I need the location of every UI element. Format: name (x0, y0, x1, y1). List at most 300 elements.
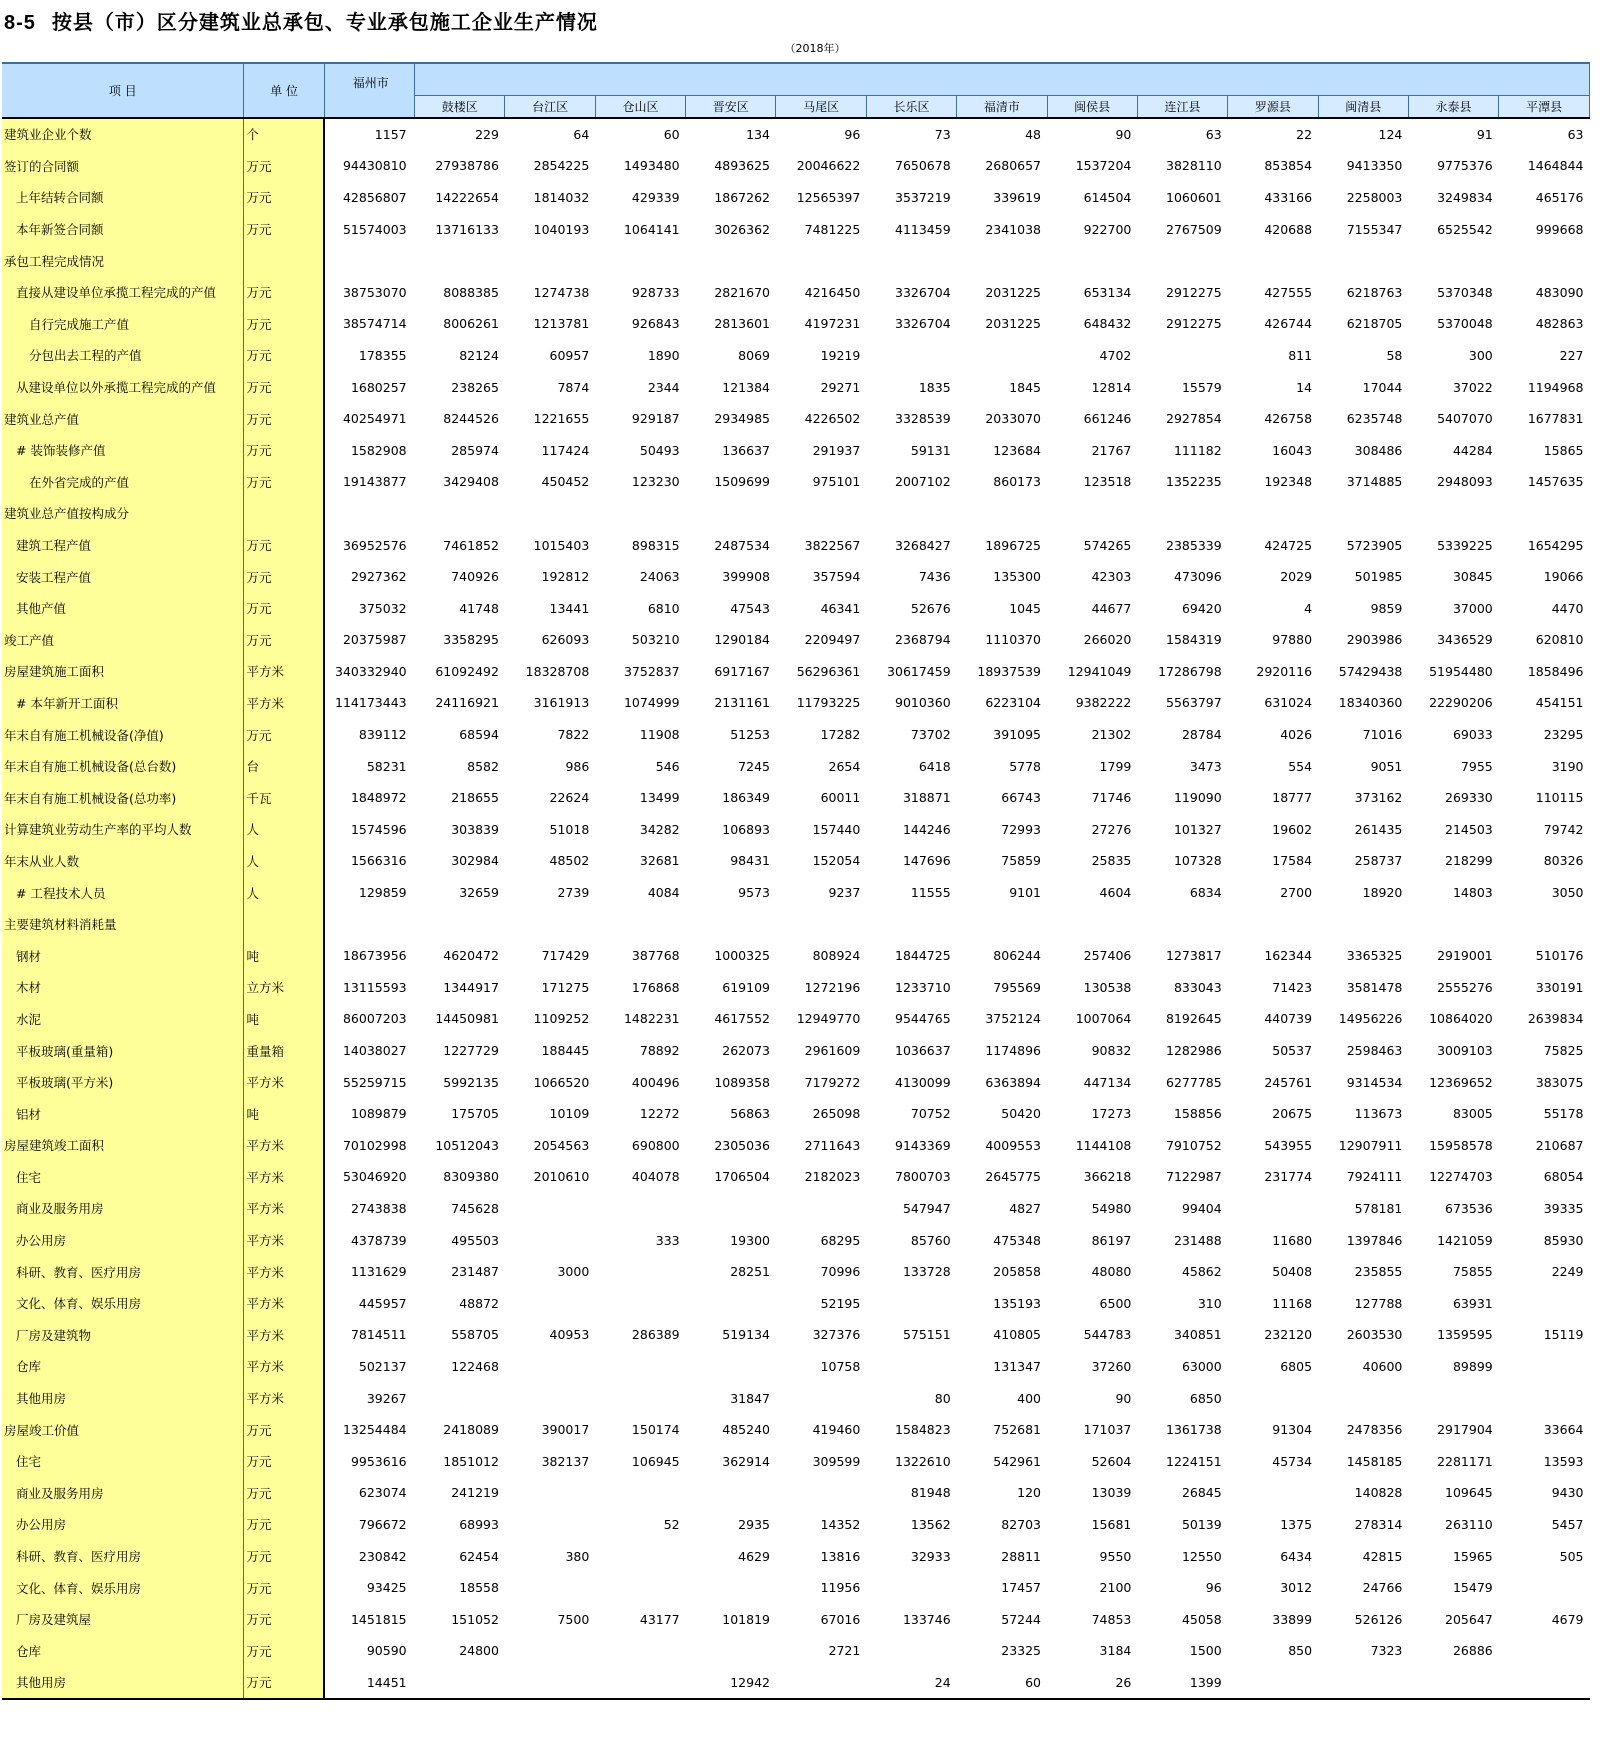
cell-value: 14956226 (1338, 1011, 1403, 1027)
cell-value: 387768 (631, 948, 680, 964)
cell-value: 27938786 (435, 158, 499, 174)
cell-value: 9143369 (895, 1137, 951, 1153)
row-unit: 万元 (244, 182, 324, 214)
cell-value: 231487 (451, 1264, 499, 1280)
cell-value: 73 (934, 126, 951, 142)
row-label: 文化、体育、娱乐用房 (2, 1287, 244, 1319)
cell-value: 375032 (358, 600, 407, 616)
cell-value (595, 1351, 685, 1383)
cell-value: 1359595 (1437, 1327, 1493, 1343)
cell-value: 53046920 (342, 1169, 407, 1185)
cell-value (1499, 1572, 1590, 1604)
cell-value (957, 498, 1047, 530)
cell-value: 4893625 (714, 158, 770, 174)
cell-value: 2743838 (350, 1200, 407, 1216)
cell-value: 4679 (1551, 1611, 1584, 1627)
cell-value: 3190 (1551, 758, 1584, 774)
cell-value: 2131161 (714, 695, 770, 711)
cell-value: 232120 (1264, 1327, 1313, 1343)
table-row (2, 118, 1590, 151)
table-row (2, 1256, 1590, 1288)
cell-value: 574265 (1083, 537, 1132, 553)
cell-value: 1194968 (1527, 379, 1584, 395)
header-region: 福清市 (957, 95, 1047, 118)
cell-value (686, 245, 776, 277)
cell-value (595, 1287, 685, 1319)
cell-value: 50139 (1181, 1516, 1222, 1532)
cell-value: 811 (1288, 347, 1313, 363)
cell-value: 136637 (722, 442, 770, 458)
cell-value: 130538 (1083, 979, 1132, 995)
cell-value: 3326704 (895, 284, 951, 300)
row-label: 科研、教育、医疗用房 (2, 1540, 244, 1572)
cell-value: 2639834 (1527, 1011, 1584, 1027)
cell-value: 6223104 (985, 695, 1042, 711)
row-label: 仓库 (2, 1635, 244, 1667)
cell-value: 3828110 (1166, 158, 1222, 174)
row-unit: 人 (244, 814, 324, 846)
cell-value: 3714885 (1346, 474, 1403, 490)
cell-value: 52676 (910, 600, 951, 616)
cell-value: 69420 (1181, 600, 1222, 616)
row-unit: 万元 (244, 1635, 324, 1667)
cell-value (505, 245, 595, 277)
table-row (2, 1224, 1590, 1256)
cell-value: 48 (1025, 126, 1042, 142)
cell-value: 60957 (549, 347, 590, 363)
cell-value (505, 1287, 595, 1319)
cell-value: 7436 (918, 569, 951, 585)
cell-value: 17273 (1091, 1106, 1132, 1122)
cell-value: 2654 (828, 758, 861, 774)
cell-value: 543955 (1264, 1137, 1313, 1153)
row-label: 其他产值 (2, 592, 244, 624)
row-label: 住宅 (2, 1445, 244, 1477)
cell-value: 263110 (1445, 1516, 1493, 1532)
cell-value: 45862 (1181, 1264, 1222, 1280)
cell-value: 15865 (1543, 442, 1584, 458)
cell-value: 4702 (1099, 347, 1132, 363)
cell-value: 558705 (451, 1327, 499, 1343)
cell-value: 1421059 (1437, 1232, 1493, 1248)
year-label: （2018年） (784, 42, 846, 55)
cell-value: 14450981 (435, 1011, 499, 1027)
cell-value (324, 498, 414, 530)
cell-value: 1814032 (533, 189, 590, 205)
cell-value: 4827 (1009, 1200, 1042, 1216)
cell-value: 12272 (639, 1106, 680, 1122)
cell-value: 19066 (1543, 569, 1584, 585)
cell-value (1228, 908, 1318, 940)
cell-value: 330191 (1535, 979, 1584, 995)
cell-value: 50537 (1272, 1043, 1313, 1059)
cell-value: 7461852 (443, 537, 499, 553)
cell-value: 2917904 (1437, 1422, 1493, 1438)
cell-value: 41748 (459, 600, 499, 616)
cell-value: 752681 (993, 1422, 1042, 1438)
row-label: 办公用房 (2, 1509, 244, 1541)
cell-value: 12550 (1181, 1548, 1222, 1564)
cell-value: 8069 (738, 347, 770, 363)
row-label: 安装工程产值 (2, 561, 244, 593)
cell-value: 32933 (910, 1548, 951, 1564)
cell-value: 2385339 (1166, 537, 1222, 553)
cell-value: 286389 (631, 1327, 680, 1343)
cell-value: 218299 (1445, 853, 1493, 869)
cell-value: 11680 (1272, 1232, 1313, 1248)
cell-value: 50420 (1001, 1106, 1042, 1122)
statistics-table (2, 62, 1590, 1700)
cell-value: 151052 (451, 1611, 499, 1627)
cell-value: 796672 (358, 1516, 407, 1532)
row-unit: 万元 (244, 1477, 324, 1509)
row-label: 住宅 (2, 1161, 244, 1193)
cell-value: 110115 (1535, 790, 1584, 806)
cell-value: 7245 (738, 758, 770, 774)
cell-value: 4604 (1099, 885, 1132, 901)
cell-value: 400 (1017, 1390, 1042, 1406)
cell-value: 1227729 (443, 1043, 499, 1059)
table-row (2, 561, 1590, 593)
cell-value: 333 (655, 1232, 680, 1248)
cell-value: 2854225 (533, 158, 590, 174)
cell-value: 1221655 (533, 411, 590, 427)
cell-value: 11168 (1272, 1295, 1313, 1311)
cell-value: 2912275 (1166, 316, 1222, 332)
cell-value: 544783 (1083, 1327, 1132, 1343)
cell-value: 13816 (820, 1548, 861, 1564)
cell-value: 483090 (1535, 284, 1584, 300)
cell-value: 9237 (828, 885, 861, 901)
row-unit: 万元 (244, 371, 324, 403)
cell-value (866, 1635, 956, 1667)
row-label: # 本年新开工面积 (2, 687, 244, 719)
row-label: 直接从建设单位承揽工程完成的产值 (2, 276, 244, 308)
table-number: 8-5 (4, 12, 36, 34)
cell-value: 131347 (993, 1358, 1042, 1374)
cell-value: 135300 (993, 569, 1042, 585)
cell-value: 40600 (1362, 1358, 1403, 1374)
row-unit: 万元 (244, 403, 324, 435)
cell-value: 175705 (451, 1106, 499, 1122)
cell-value: 29271 (820, 379, 861, 395)
cell-value: 390017 (541, 1422, 590, 1438)
cell-value: 73702 (910, 727, 951, 743)
cell-value: 3752837 (623, 663, 680, 679)
cell-value (415, 1667, 505, 1700)
cell-value: 218655 (451, 790, 499, 806)
cell-value: 2927854 (1166, 411, 1222, 427)
cell-value: 1375 (1280, 1516, 1313, 1532)
cell-value (1408, 498, 1498, 530)
cell-value: 11793225 (796, 695, 861, 711)
cell-value: 1040193 (533, 221, 590, 237)
cell-value: 3326704 (895, 316, 951, 332)
cell-value: 122468 (451, 1358, 499, 1374)
cell-value: 2603530 (1346, 1327, 1403, 1343)
cell-value: 4226502 (804, 411, 861, 427)
cell-value: 24800 (459, 1643, 499, 1659)
cell-value: 1131629 (350, 1264, 407, 1280)
cell-value: 2680657 (985, 158, 1042, 174)
cell-value (776, 498, 866, 530)
cell-value: 410805 (993, 1327, 1042, 1343)
cell-value: 546 (655, 758, 680, 774)
cell-value: 9573 (738, 885, 770, 901)
row-unit: 吨 (244, 1003, 324, 1035)
row-unit: 万元 (244, 624, 324, 656)
table-row (2, 1130, 1590, 1162)
cell-value: 7650678 (895, 158, 951, 174)
cell-value: 3012 (1280, 1580, 1313, 1596)
cell-value: 257406 (1083, 948, 1132, 964)
row-label: 科研、教育、医疗用房 (2, 1256, 244, 1288)
cell-value: 3822567 (804, 537, 861, 553)
row-unit: 万元 (244, 308, 324, 340)
row-unit: 立方米 (244, 972, 324, 1004)
cell-value: 63 (1205, 126, 1222, 142)
table-row (2, 150, 1590, 182)
cell-value: 1835 (918, 379, 951, 395)
cell-value: 3268427 (895, 537, 951, 553)
cell-value: 18673956 (342, 948, 407, 964)
row-label: 承包工程完成情况 (2, 245, 244, 277)
cell-value: 554 (1288, 758, 1313, 774)
cell-value: 3581478 (1346, 979, 1403, 995)
cell-value: 501985 (1354, 569, 1403, 585)
cell-value: 1089358 (714, 1074, 770, 1090)
cell-value: 2344 (647, 379, 680, 395)
row-unit (244, 498, 324, 530)
cell-value: 17584 (1272, 853, 1313, 869)
cell-value: 241219 (451, 1485, 499, 1501)
cell-value: 399908 (722, 569, 770, 585)
cell-value: 18937539 (977, 663, 1042, 679)
cell-value: 578181 (1354, 1200, 1403, 1216)
cell-value: 1584823 (895, 1422, 951, 1438)
cell-value: 427555 (1264, 284, 1313, 300)
cell-value: 94430810 (342, 158, 407, 174)
cell-value: 90 (1115, 126, 1132, 142)
cell-value: 1110370 (985, 632, 1042, 648)
cell-value: 2934985 (714, 411, 770, 427)
header-region: 鼓楼区 (415, 95, 505, 118)
row-label: 年末自有施工机械设备(总台数) (2, 750, 244, 782)
row-label: 上年结转合同额 (2, 182, 244, 214)
cell-value: 12907911 (1338, 1137, 1403, 1153)
header-region: 罗源县 (1228, 95, 1318, 118)
cell-value: 46341 (820, 600, 861, 616)
cell-value: 1566316 (350, 853, 407, 869)
row-label: 厂房及建筑屋 (2, 1603, 244, 1635)
cell-value: 2767509 (1166, 221, 1222, 237)
cell-value: 80326 (1543, 853, 1584, 869)
row-label: 建筑业企业个数 (2, 118, 244, 151)
cell-value: 839112 (358, 727, 407, 743)
cell-value: 23295 (1543, 727, 1584, 743)
table-row (2, 466, 1590, 498)
cell-value: 3184 (1099, 1643, 1132, 1659)
cell-value: 56863 (730, 1106, 770, 1122)
cell-value: 214503 (1445, 821, 1493, 837)
cell-value: 1458185 (1346, 1453, 1403, 1469)
cell-value: 433166 (1264, 189, 1313, 205)
cell-value: 7910752 (1166, 1137, 1222, 1153)
cell-value: 17282 (820, 727, 861, 743)
row-unit: 重量箱 (244, 1035, 324, 1067)
cell-value: 15965 (1452, 1548, 1493, 1564)
cell-value: 14451 (324, 1667, 414, 1700)
cell-value: 1851012 (443, 1453, 499, 1469)
cell-value: 230842 (358, 1548, 407, 1564)
cell-value: 85760 (910, 1232, 951, 1248)
cell-value: 192812 (541, 569, 590, 585)
cell-value: 81948 (910, 1485, 951, 1501)
cell-value: 144246 (902, 821, 951, 837)
cell-value: 278314 (1354, 1516, 1403, 1532)
cell-value (866, 1572, 956, 1604)
cell-value: 42303 (1091, 569, 1132, 585)
cell-value: 2249 (1551, 1264, 1584, 1280)
cell-value: 39335 (1543, 1200, 1584, 1216)
cell-value: 1464844 (1527, 158, 1584, 174)
table-row (2, 814, 1590, 846)
cell-value: 631024 (1264, 695, 1313, 711)
row-unit: 万元 (244, 1509, 324, 1541)
cell-value (1408, 1382, 1498, 1414)
cell-value: 1074999 (623, 695, 680, 711)
row-label: 商业及服务用房 (2, 1193, 244, 1225)
cell-value: 1060601 (1166, 189, 1222, 205)
cell-value: 28811 (1001, 1548, 1042, 1564)
cell-value: 1574596 (350, 821, 407, 837)
cell-value: 117424 (541, 442, 590, 458)
cell-value: 9544765 (895, 1011, 951, 1027)
cell-value: 9101 (1009, 885, 1042, 901)
cell-value: 986 (565, 758, 590, 774)
cell-value: 1066520 (533, 1074, 590, 1090)
cell-value (1318, 245, 1408, 277)
table-title: 按县（市）区分建筑业总承包、专业承包施工企业生产情况 (51, 10, 598, 34)
cell-value: 12274703 (1429, 1169, 1493, 1185)
cell-value: 419460 (812, 1422, 861, 1438)
row-unit: 人 (244, 845, 324, 877)
row-label: 钢材 (2, 940, 244, 972)
cell-value (595, 1477, 685, 1509)
cell-value: 362914 (722, 1453, 770, 1469)
cell-value: 12369652 (1429, 1074, 1493, 1090)
table-row (2, 940, 1590, 972)
cell-value: 43177 (639, 1611, 680, 1627)
cell-value: 51018 (549, 821, 590, 837)
cell-value: 475348 (993, 1232, 1042, 1248)
cell-value: 210687 (1535, 1137, 1584, 1153)
row-label: 竣工产值 (2, 624, 244, 656)
table-row (2, 656, 1590, 688)
cell-value: 860173 (993, 474, 1042, 490)
row-unit: 平方米 (244, 1382, 324, 1414)
cell-value: 42856807 (342, 189, 407, 205)
cell-value: 2100 (1099, 1580, 1132, 1596)
row-unit (244, 245, 324, 277)
cell-value: 27276 (1091, 821, 1132, 837)
cell-value: 17286798 (1158, 663, 1222, 679)
cell-value: 114173443 (335, 695, 407, 711)
cell-value: 14352 (820, 1516, 861, 1532)
cell-value: 7822 (557, 727, 590, 743)
cell-value: 30845 (1452, 569, 1493, 585)
cell-value (866, 1287, 956, 1319)
cell-value: 79742 (1543, 821, 1584, 837)
cell-value: 404078 (631, 1169, 680, 1185)
table-row (2, 624, 1590, 656)
cell-value: 7874 (557, 379, 590, 395)
row-unit: 人 (244, 877, 324, 909)
table-row (2, 687, 1590, 719)
cell-value (505, 908, 595, 940)
cell-value (866, 245, 956, 277)
cell-value (1499, 1635, 1590, 1667)
cell-value: 7155347 (1346, 221, 1403, 237)
row-unit: 万元 (244, 213, 324, 245)
cell-value (1137, 908, 1227, 940)
table-row (2, 1477, 1590, 1509)
cell-value: 69033 (1452, 727, 1493, 743)
cell-value (686, 1477, 776, 1509)
cell-value: 740926 (451, 569, 499, 585)
cell-value: 7955 (1460, 758, 1493, 774)
cell-value: 89899 (1452, 1358, 1493, 1374)
cell-value: 74853 (1091, 1611, 1132, 1627)
cell-value: 21767 (1091, 442, 1132, 458)
row-unit: 万元 (244, 1414, 324, 1446)
cell-value: 42815 (1362, 1548, 1403, 1564)
cell-value: 52604 (1091, 1453, 1132, 1469)
cell-value: 1174896 (985, 1043, 1042, 1059)
cell-value (686, 1287, 776, 1319)
cell-value: 526126 (1354, 1611, 1403, 1627)
cell-value: 9314534 (1346, 1074, 1403, 1090)
cell-value: 5370048 (1437, 316, 1493, 332)
cell-value: 19143877 (342, 474, 407, 490)
cell-value: 171037 (1083, 1422, 1132, 1438)
cell-value: 1144108 (1075, 1137, 1132, 1153)
cell-value: 19219 (820, 347, 861, 363)
cell-value: 8244526 (443, 411, 499, 427)
cell-value: 1493480 (623, 158, 680, 174)
cell-value: 20675 (1272, 1106, 1313, 1122)
cell-value: 48080 (1091, 1264, 1132, 1280)
table-row (2, 340, 1590, 372)
table-row (2, 434, 1590, 466)
cell-value: 380 (565, 1548, 590, 1564)
table-row (2, 845, 1590, 877)
cell-value: 11555 (910, 885, 951, 901)
cell-value: 111182 (1173, 442, 1222, 458)
row-unit (244, 908, 324, 940)
cell-value: 45058 (1181, 1611, 1222, 1627)
row-unit: 平方米 (244, 1193, 324, 1225)
cell-value: 2031225 (985, 316, 1042, 332)
cell-value: 90 (1115, 1390, 1132, 1406)
cell-value: 63000 (1181, 1358, 1222, 1374)
cell-value: 4620472 (443, 948, 499, 964)
cell-value: 2487534 (714, 537, 770, 553)
cell-value (776, 1477, 866, 1509)
cell-value: 8006261 (443, 316, 499, 332)
cell-value: 127788 (1354, 1295, 1403, 1311)
cell-value: 15958578 (1429, 1137, 1493, 1153)
